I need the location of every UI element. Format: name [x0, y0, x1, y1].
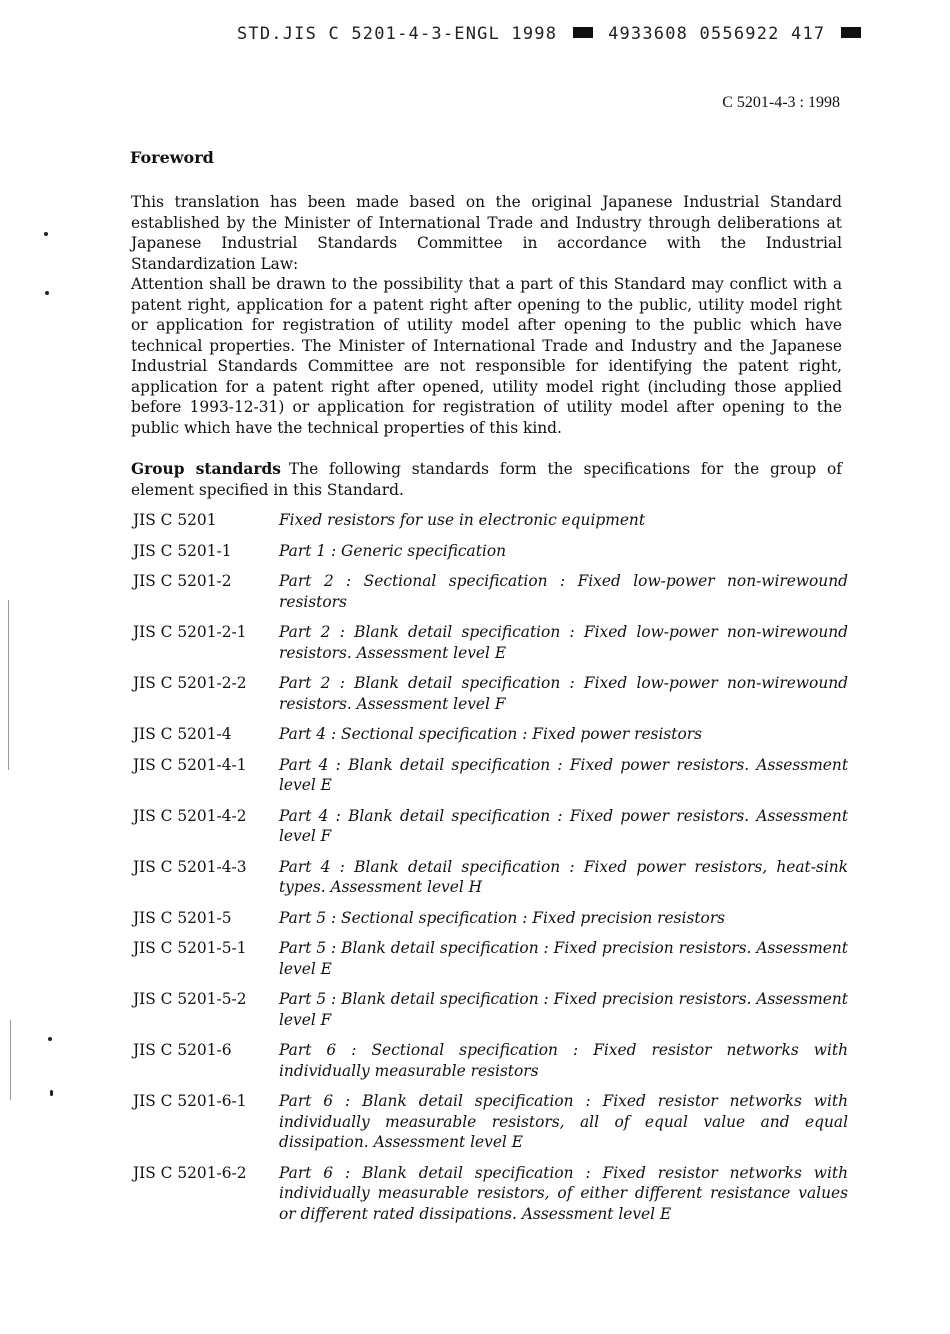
standard-title: Fixed resistors for use in electronic equipment — [279, 511, 646, 529]
standard-title: Part 4 : Blank detail specification : Fixed power resistors, heat-sink types. Assessment level H — [279, 857, 848, 896]
standard-code: JIS C 5201-4-3 — [133, 857, 247, 876]
standard-title: Part 5 : Blank detail specification : Fixed precision resistors. Assessment level F — [279, 990, 848, 1029]
list-item — [133, 541, 848, 562]
group-standards-description: The following standards form the specifications for the group of element specified in this Standard. — [131, 460, 842, 499]
stamp-black-bar-right — [841, 27, 861, 38]
standard-title: Part 6 : Sectional specification : Fixed resistor networks with individually measurable resistors — [279, 1041, 848, 1080]
list-item — [133, 1163, 848, 1225]
standard-title: Part 4 : Blank detail specification : Fixed power resistors. Assessment level F — [279, 806, 848, 845]
list-item — [133, 724, 848, 745]
document-stamp — [237, 24, 877, 44]
standard-title: Part 5 : Sectional specification : Fixed precision resistors — [279, 908, 726, 927]
standard-code: JIS C 5201-2-2 — [133, 674, 247, 692]
group-standards-list — [133, 510, 848, 1234]
list-item — [133, 622, 848, 663]
stamp-standard-id: STD.JIS C 5201-4-3-ENGL 1998 — [237, 24, 558, 44]
standard-title: Part 2 : Blank detail specification : Fixed low-power non-wirewound resistors. Assessment level E — [279, 623, 848, 662]
standard-code: JIS C 5201-1 — [133, 541, 232, 560]
foreword-paragraph-1: This translation has been made based on the original Japanese Industrial Standard established by the Minister of International Trade and Industry through deliberations at Japanese Industrial Standards Committee in accordance with the Industrial Standardization Law: — [131, 193, 842, 273]
standard-title: Part 2 : Blank detail specification : Fixed low-power non-wirewound resistors. Assessment level F — [279, 674, 848, 713]
document-id: C 5201-4-3 : 1998 — [722, 94, 840, 111]
scan-speck — [50, 1090, 53, 1096]
standard-code: JIS C 5201-5-1 — [133, 939, 247, 957]
stamp-black-bar-left — [573, 27, 593, 38]
list-item — [133, 908, 848, 929]
standard-code: JIS C 5201-4-2 — [133, 806, 247, 825]
standard-title: Part 6 : Blank detail specification : Fixed resistor networks with individually measurable resistors, of either different resistance values or different rated dissipations. Assessment level E — [279, 1163, 848, 1223]
standard-title: Part 2 : Sectional specification : Fixed low-power non-wirewound resistors — [279, 572, 848, 611]
group-standards-title: Group standards — [131, 460, 281, 478]
foreword-paragraph-2: Attention shall be drawn to the possibility that a part of this Standard may conflict with a patent right, application for a patent right after opening to the public, utility model right or application for registration of utility model after opening to the public which have technical properties. The Minister of International Trade and Industry and the Japanese Industrial Standards Committee are not responsible for identifying the patent right, application for a patent right after opened, utility model right (including those applied before 1993-12-31) or application for registration of utility model after opening to the public which have the technical properties of this kind. — [131, 275, 842, 437]
list-item — [133, 989, 848, 1030]
standard-code: JIS C 5201-4 — [133, 725, 232, 743]
standard-title: Part 4 : Sectional specification : Fixed power resistors — [279, 725, 702, 743]
standard-code: JIS C 5201-5-2 — [133, 990, 247, 1008]
list-item — [133, 1091, 848, 1153]
standard-code: JIS C 5201-2-1 — [133, 623, 247, 641]
list-item — [133, 938, 848, 979]
standard-title: Part 1 : Generic specification — [279, 541, 506, 560]
standard-code: JIS C 5201-6-2 — [133, 1163, 247, 1182]
scan-speck — [45, 291, 49, 295]
standard-title: Part 4 : Blank detail specification : Fixed power resistors. Assessment level E — [279, 755, 848, 794]
standard-code: JIS C 5201-6-1 — [133, 1092, 247, 1110]
scan-speck — [48, 1037, 52, 1041]
standard-title: Part 6 : Blank detail specification : Fixed resistor networks with individually measurable resistors, all of equal value and equal dissipation. Assessment level E — [279, 1092, 848, 1151]
group-standards-intro — [131, 459, 842, 500]
foreword-body — [131, 192, 842, 438]
standard-code: JIS C 5201 — [133, 511, 217, 529]
foreword-heading: Foreword — [130, 148, 214, 167]
list-item — [133, 510, 848, 531]
standard-code: JIS C 5201-2 — [133, 572, 232, 590]
standard-title: Part 5 : Blank detail specification : Fixed precision resistors. Assessment level E — [279, 939, 848, 978]
list-item — [133, 806, 848, 847]
list-item — [133, 571, 848, 612]
standard-code: JIS C 5201-4-1 — [133, 755, 247, 774]
stamp-serial: 4933608 0556922 417 — [608, 24, 826, 44]
standard-code: JIS C 5201-6 — [133, 1041, 232, 1059]
scan-edge-mark — [8, 600, 9, 770]
list-item — [133, 1040, 848, 1081]
scan-edge-mark — [10, 1020, 11, 1100]
list-item — [133, 857, 848, 898]
scan-speck — [44, 232, 48, 236]
standard-code: JIS C 5201-5 — [133, 908, 232, 927]
list-item — [133, 755, 848, 796]
list-item — [133, 673, 848, 714]
